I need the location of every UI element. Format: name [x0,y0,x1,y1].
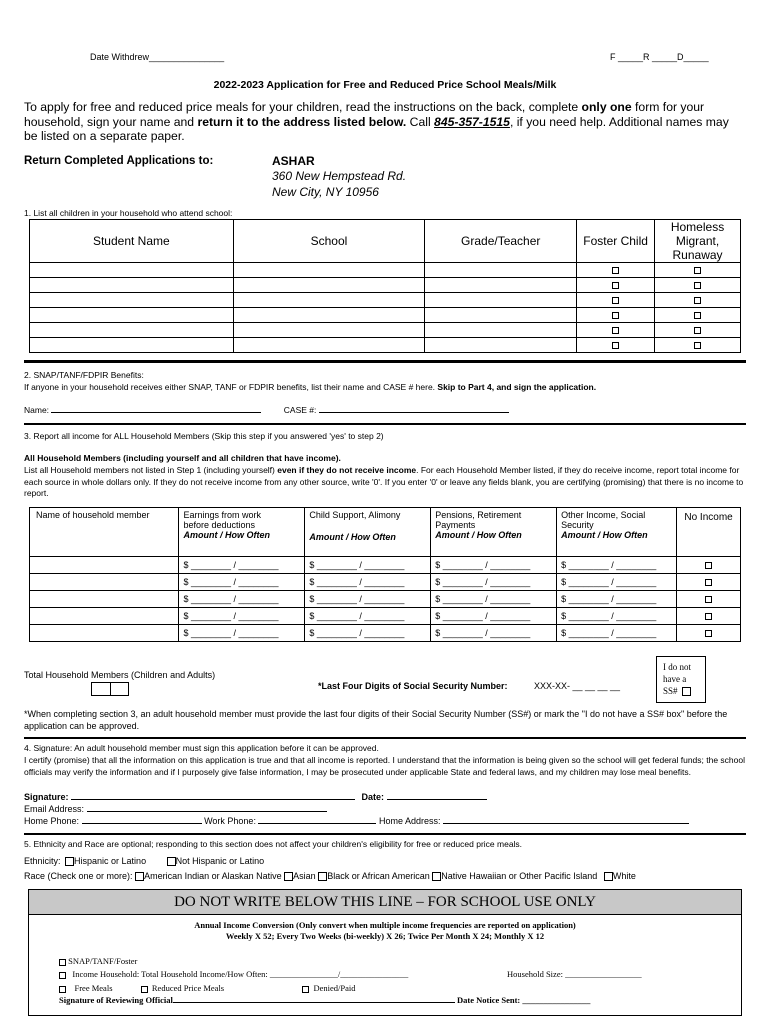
homeless-checkbox[interactable] [694,282,701,289]
date-label: Date: [361,792,385,802]
earnings-cell[interactable]: $ ________ / ________ [179,591,305,608]
free-meals-checkbox[interactable] [59,986,66,993]
income-household-label: Income Household: Total Household Income/How Often: ________________/________________ [72,969,409,979]
earnings-cell[interactable]: $ ________ / ________ [179,557,305,574]
foster-checkbox[interactable] [612,312,619,319]
section-divider [24,833,746,835]
signature-row [24,792,487,802]
american-indian-label: American Indian or Alaskan Native [144,871,282,881]
foster-cell [577,263,655,278]
school-cell[interactable] [233,278,425,293]
intro-only-one: only one [581,100,632,114]
return-name: ASHAR [272,154,315,168]
homeless-cell [655,323,741,338]
col-grade-teacher: Grade/Teacher [425,220,577,263]
income-conversion-title: Annual Income Conversion (Only convert when multiple income frequencies are reported on application) [194,920,576,930]
white-label: White [612,871,636,881]
no-income-cell [677,608,741,625]
table-row [30,308,741,323]
american-indian-checkbox[interactable] [135,872,144,881]
no-income-cell [677,574,741,591]
homeless-cell [655,278,741,293]
table-row [30,323,741,338]
other-income-cell[interactable]: $ ________ / ________ [557,591,677,608]
total-members-boxes[interactable] [91,682,129,696]
pensions-label: Pensions, Retirement Payments [435,510,522,530]
intro-paragraph [24,100,740,144]
return-street: 360 New Hempstead Rd. [272,169,407,183]
student-name-cell[interactable] [30,278,234,293]
ethnicity-row [24,856,264,866]
homeless-checkbox[interactable] [694,297,701,304]
table-row [30,263,741,278]
col-school: School [233,220,425,263]
col-member-name: Name of household member [30,508,179,557]
black-label: Black or African American [327,871,430,881]
total-members-label: Total Household Members (Children and Adults) [24,670,216,680]
homeless-checkbox[interactable] [694,327,701,334]
student-name-cell[interactable] [30,293,234,308]
table-row [30,293,741,308]
section-divider [24,737,746,739]
foster-cell [577,293,655,308]
foster-checkbox[interactable] [612,282,619,289]
student-name-cell[interactable] [30,323,234,338]
ethnicity-label: Ethnicity: [24,856,61,866]
foster-checkbox[interactable] [612,327,619,334]
email-row [24,804,327,814]
member-name-cell[interactable] [30,608,179,625]
student-table [29,219,741,353]
intro-return: return it to the address listed below. [197,114,407,129]
pensions-cell[interactable]: $ ________ / ________ [431,608,557,625]
snap-case-label: CASE #: [283,405,319,415]
income-household-row [59,969,408,979]
snap-foster-checkbox[interactable] [59,959,66,966]
intro-text-2: form for your household, sign your name and [24,100,705,129]
certify-text: I certify (promise) that all the information on this application is true and that all income is reported. I understand that the information is being given so the school will get federal funds; the school officials may verify the information and if I purposely give false information, I may be prosecuted under applicable State and federal laws, and my children may lose meal benefits. [24,755,746,777]
snap-foster-label: SNAP/TANF/Foster [68,956,138,966]
intro-text-4: , if you need help. Additional names may be listed on a separate paper. [24,114,729,143]
col-child-support [305,508,431,557]
section3-subheading: All Household Members (including yourself and all children that have income). [24,453,341,463]
reviewer-signature-label: Signature of Reviewing Official [59,995,173,1005]
other-income-cell[interactable]: $ ________ / ________ [557,557,677,574]
grade-cell[interactable] [425,323,577,338]
earnings-label: Earnings from work before deductions [183,510,261,530]
return-label: Return Completed Applications to: [24,155,214,167]
member-name-cell[interactable] [30,591,179,608]
no-income-checkbox[interactable] [705,579,712,586]
foster-cell [577,338,655,353]
white-checkbox[interactable] [604,872,613,881]
other-income-label: Other Income, Social Security [561,510,646,530]
snap-name-row [24,405,509,415]
table-row [30,625,741,642]
homeless-cell [655,338,741,353]
section2-heading: 2. SNAP/TANF/FDPIR Benefits: [24,370,144,380]
work-phone-label: Work Phone: [204,816,256,826]
snap-case-field[interactable] [319,412,509,413]
section3-text-2: . For each Household Member listed, if they do receive income, report total income for each source in whole dollars only. If they do not receive income from any other source, write '0'. If you enter '0' or leave any fields blank, you are certifying (promising) that there is no income to report. [24,465,744,498]
race-row [24,871,636,881]
page-title: 2022-2023 Application for Free and Reduced Price School Meals/Milk [213,79,557,91]
phone-link[interactable]: 845-357-1515 [434,114,510,129]
ssn-label: *Last Four Digits of Social Security Number: [318,681,508,691]
ssn-footnote: *When completing section 3, an adult household member must provide the last four digits of their Social Security Number (SS#) or mark the "I do not have a SS# box" before the application can be approved. [24,709,728,731]
income-table-header [30,508,741,557]
table-row [30,608,741,625]
intro-text-3: Call [406,114,435,129]
amount-label: Amount / How Often [183,530,270,540]
hispanic-checkbox[interactable] [65,857,74,866]
section3-text-1: List all Household members not listed in Step 1 (including yourself) [24,465,278,475]
asian-label: Asian [293,871,316,881]
black-checkbox[interactable] [318,872,327,881]
homeless-checkbox[interactable] [694,342,701,349]
date-notice-label: Date Notice Sent: ________________ [457,995,591,1005]
snap-name-field[interactable] [51,412,261,413]
ssn-field[interactable]: XXX-XX- __ __ __ __ [534,681,621,691]
reduced-meals-checkbox[interactable] [141,986,148,993]
col-other-income [557,508,677,557]
table-row [30,278,741,293]
col-earnings [179,508,305,557]
grade-cell[interactable] [425,293,577,308]
snap-name-label: Name: [24,405,52,415]
child-support-cell[interactable]: $ ________ / ________ [305,557,431,574]
signature-field[interactable] [71,799,355,800]
school-cell[interactable] [233,338,425,353]
foster-checkbox[interactable] [612,342,619,349]
section1-heading: 1. List all children in your household who attend school: [24,208,233,218]
student-name-cell[interactable] [30,308,234,323]
student-table-header [30,220,741,263]
child-support-cell[interactable]: $ ________ / ________ [305,625,431,642]
no-income-checkbox[interactable] [705,596,712,603]
email-label: Email Address: [24,804,85,814]
table-row [30,591,741,608]
table-row [30,338,741,353]
free-meals-label: Free Meals [74,983,113,993]
grade-cell[interactable] [425,263,577,278]
homeless-cell [655,293,741,308]
foster-cell [577,308,655,323]
child-support-cell[interactable]: $ ________ / ________ [305,574,431,591]
income-conversion-formula: Weekly X 52; Every Two Weeks (bi-weekly) X 26; Twice Per Month X 24; Monthly X 12 [225,931,545,941]
school-use-box [28,889,742,1016]
table-row [30,574,741,591]
col-foster-child: Foster Child [577,220,655,263]
native-hawaiian-label: Native Hawaiian or Other Pacific Island [441,871,598,881]
phone-row [24,816,689,826]
amount-label: Amount / How Often [309,532,396,542]
not-hispanic-checkbox[interactable] [167,857,176,866]
homeless-checkbox[interactable] [694,312,701,319]
student-name-cell[interactable] [30,263,234,278]
section3-text-bold: even if they do not receive income [277,465,417,475]
amount-label: Amount / How Often [435,530,522,540]
homeless-cell [655,263,741,278]
household-size: Household Size: __________________ [507,969,642,979]
section-divider [24,423,746,425]
date-field[interactable] [387,799,487,800]
reduced-meals-label: Reduced Price Meals [151,983,225,993]
amount-label: Amount / How Often [561,530,648,540]
pensions-cell[interactable]: $ ________ / ________ [431,625,557,642]
section2-text [24,382,744,392]
section2-instruction: If anyone in your household receives either SNAP, TANF or FDPIR benefits, list their name and CASE # here. [24,382,438,392]
homeless-checkbox[interactable] [694,267,701,274]
no-ssn-box [656,656,706,703]
determination-row [59,983,356,993]
school-use-banner: DO NOT WRITE BELOW THIS LINE – FOR SCHOOL USE ONLY [29,890,741,915]
denied-checkbox[interactable] [302,986,309,993]
pensions-cell[interactable]: $ ________ / ________ [431,591,557,608]
native-hawaiian-checkbox[interactable] [432,872,441,881]
other-income-cell[interactable]: $ ________ / ________ [557,608,677,625]
col-homeless: Homeless Migrant, Runaway [655,220,741,263]
section4-heading: 4. Signature: An adult household member must sign this application before it can be approved. [24,743,379,753]
pensions-cell[interactable]: $ ________ / ________ [431,557,557,574]
intro-text-1: To apply for free and reduced price meals for your children, read the instructions on the back, complete [24,100,582,114]
no-income-cell [677,591,741,608]
foster-cell [577,278,655,293]
member-name-cell[interactable] [30,625,179,642]
no-income-checkbox[interactable] [705,562,712,569]
earnings-cell[interactable]: $ ________ / ________ [179,625,305,642]
section5-heading: 5. Ethnicity and Race are optional; responding to this section does not affect your children's eligibility for free or reduced price meals. [24,839,523,849]
signature-label: Signature: [24,792,69,802]
school-cell[interactable] [233,308,425,323]
no-income-cell [677,625,741,642]
school-cell[interactable] [233,293,425,308]
date-withdrew: Date Withdrew_______________ [90,52,225,62]
income-table [29,507,741,642]
foster-checkbox[interactable] [612,297,619,304]
child-support-cell[interactable]: $ ________ / ________ [305,608,431,625]
not-hispanic-label: Not Hispanic or Latino [175,856,265,866]
other-income-cell[interactable]: $ ________ / ________ [557,625,677,642]
col-student-name: Student Name [30,220,234,263]
student-name-cell[interactable] [30,338,234,353]
no-income-checkbox[interactable] [705,613,712,620]
denied-label: Denied/Paid [313,983,356,993]
snap-foster-row [59,956,137,966]
member-name-cell[interactable] [30,574,179,591]
school-cell[interactable] [233,323,425,338]
section-divider [24,360,746,363]
other-income-cell[interactable]: $ ________ / ________ [557,574,677,591]
no-income-cell [677,557,741,574]
child-support-label: Child Support, Alimony [309,510,401,520]
earnings-cell[interactable]: $ ________ / ________ [179,608,305,625]
table-row [30,557,741,574]
home-phone-label: Home Phone: [24,816,80,826]
grade-cell[interactable] [425,278,577,293]
homeless-cell [655,308,741,323]
home-address-field[interactable] [443,823,689,824]
race-label: Race (Check one or more): [24,871,133,881]
return-city: New City, NY 10956 [272,185,379,199]
pensions-cell[interactable]: $ ________ / ________ [431,574,557,591]
grade-cell[interactable] [425,308,577,323]
reviewer-row [59,995,590,1005]
school-cell[interactable] [233,263,425,278]
no-ssn-label: I do not have a SS# [663,662,691,696]
frd-codes: F _____R _____D_____ [610,52,709,62]
col-no-income: No Income [677,508,741,557]
section2-skip: Skip to Part 4, and sign the application. [437,382,597,392]
home-address-label: Home Address: [378,816,441,826]
child-support-cell[interactable]: $ ________ / ________ [305,591,431,608]
no-income-checkbox[interactable] [705,630,712,637]
hispanic-label: Hispanic or Latino [74,856,147,866]
grade-cell[interactable] [425,338,577,353]
section3-heading: 3. Report all income for ALL Household Members (Skip this step if you answered 'yes' to step 2) [24,431,384,441]
home-phone-field[interactable] [82,823,202,824]
email-field[interactable] [87,811,327,812]
asian-checkbox[interactable] [284,872,293,881]
income-household-checkbox[interactable] [59,972,66,979]
member-name-cell[interactable] [30,557,179,574]
foster-cell [577,323,655,338]
earnings-cell[interactable]: $ ________ / ________ [179,574,305,591]
col-pensions [431,508,557,557]
foster-checkbox[interactable] [612,267,619,274]
no-ssn-checkbox[interactable] [682,687,691,696]
work-phone-field[interactable] [258,823,376,824]
reviewer-signature-field[interactable] [173,1002,455,1003]
section3-text [24,465,746,500]
